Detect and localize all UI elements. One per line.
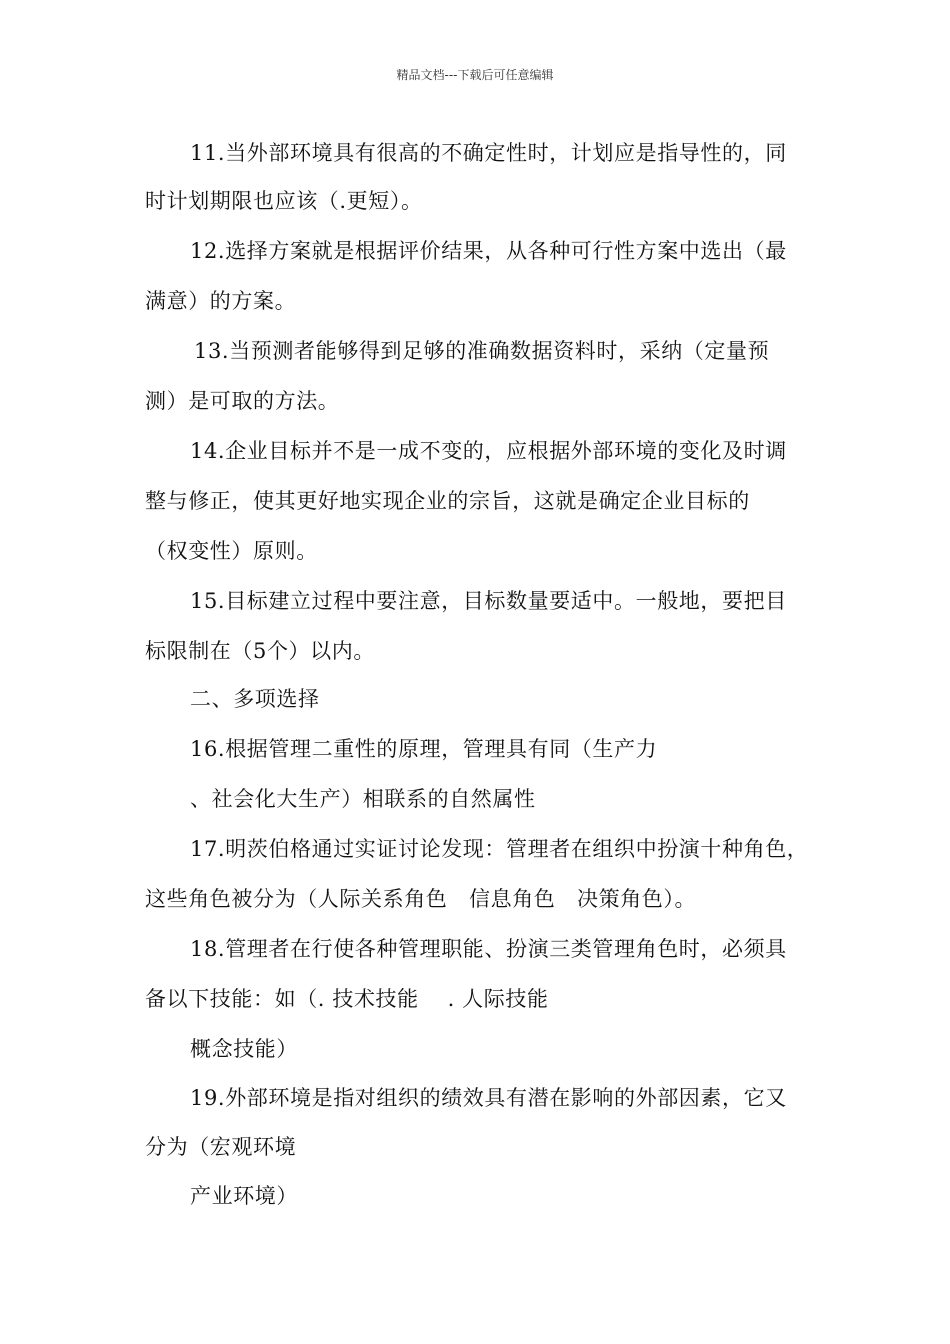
text-line: 18.管理者在行使各种管理职能、扮演三类管理角色时，必须具 [190,937,787,961]
text-line: 整与修正，使其更好地实现企业的宗旨，这就是确定企业目标的 [145,489,750,513]
text-line: 时计划期限也应该（.更短）。 [145,189,423,213]
text-line: 满意）的方案。 [145,289,297,313]
text-line: 概念技能） [190,1037,298,1061]
text-line: （权变性）原则。 [145,539,318,563]
text-line: 测）是可取的方法。 [145,389,340,413]
page-header: 精品文档---下载后可任意编辑 [396,68,554,82]
text-line: 15.目标建立过程中要注意，目标数量要适中。一般地，要把目 [190,589,787,613]
text-line: 产业环境） [190,1184,298,1208]
text-line: 16.根据管理二重性的原理，管理具有同（生产力 [190,737,658,761]
text-line: 11.当外部环境具有很高的不确定性时，计划应是指导性的，同 [190,141,787,165]
text-line: 标限制在（5个）以内。 [145,639,375,663]
text-line: 13.当预测者能够得到足够的准确数据资料时，采纳（定量预 [194,339,770,363]
text-line: 17.明茨伯格通过实证讨论发现：管理者在组织中扮演十种角色， [190,837,809,861]
text-line: 19.外部环境是指对组织的绩效具有潜在影响的外部因素，它又 [190,1086,787,1110]
text-line: 12.选择方案就是根据评价结果，从各种可行性方案中选出（最 [190,239,787,263]
text-line: 、社会化大生产）相联系的自然属性 [190,787,536,811]
text-line: 备以下技能：如（. 技术技能 . 人际技能 [145,987,549,1011]
text-line: 14.企业目标并不是一成不变的，应根据外部环境的变化及时调 [190,439,787,463]
text-line: 这些角色被分为（人际关系角色 信息角色 决策角色）。 [145,887,697,911]
text-line: 分为（宏观环境 [145,1135,297,1159]
section-heading: 二、多项选择 [190,687,320,711]
